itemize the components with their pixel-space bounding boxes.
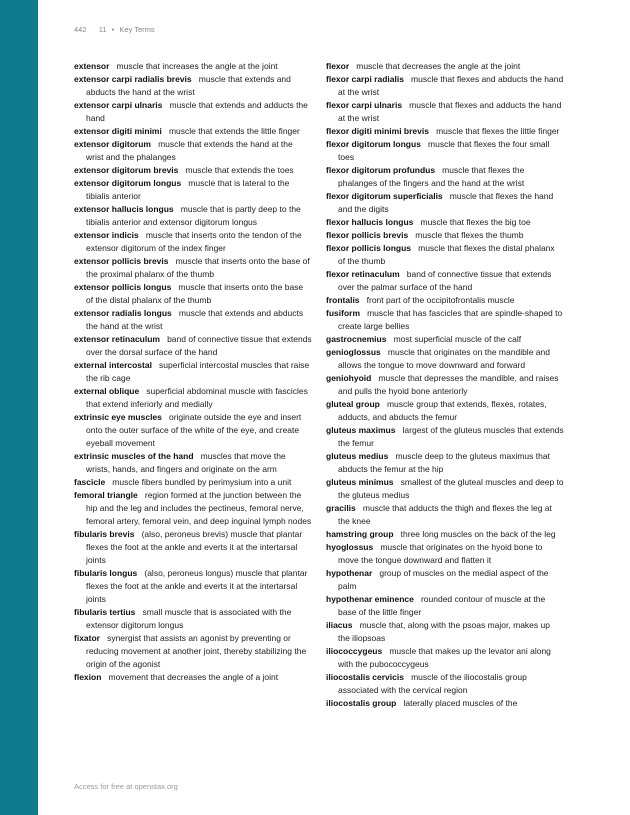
glossary-definition: superficial abdominal muscle with fascicles that extend inferiorly and medially (86, 386, 308, 409)
page-number: 442 (74, 25, 87, 34)
glossary-entry (326, 294, 564, 307)
page-header (74, 25, 155, 34)
glossary-entry (74, 307, 312, 333)
glossary-entry (326, 60, 564, 73)
glossary-term: extensor digitorum (74, 139, 151, 149)
glossary-entry (326, 229, 564, 242)
glossary-term: hypothenar eminence (326, 594, 414, 604)
glossary-entry (326, 424, 564, 450)
glossary-term: gluteus maximus (326, 425, 396, 435)
glossary-entry (74, 489, 312, 528)
glossary-definition: band of connective tissue that extends over the dorsal surface of the hand (86, 334, 312, 357)
glossary-entry (74, 138, 312, 164)
glossary-term: flexor carpi ulnaris (326, 100, 403, 110)
glossary-definition: muscle that extends the little finger (168, 126, 300, 136)
glossary-entry (326, 567, 564, 593)
glossary-term: iliocostalis cervicis (326, 672, 404, 682)
glossary-definition: muscle deep to the gluteus maximus that abducts the femur at the hip (338, 451, 550, 474)
glossary-term: gluteus medius (326, 451, 389, 461)
glossary-definition: small muscle that is associated with the extensor digitorum longus (86, 607, 292, 630)
glossary-term: iliococcygeus (326, 646, 383, 656)
glossary-entry (326, 216, 564, 229)
glossary-definition: muscle that, along with the psoas major, makes up the iliopsoas (338, 620, 550, 643)
glossary-entry (74, 606, 312, 632)
glossary-entry (326, 528, 564, 541)
glossary-entry (74, 229, 312, 255)
glossary-entry (326, 125, 564, 138)
glossary-term: fibularis longus (74, 568, 138, 578)
chapter-number: 11 (98, 25, 107, 34)
glossary-definition: muscle fibers bundled by perimysium into a unit (112, 477, 292, 487)
glossary-entry (326, 190, 564, 216)
glossary-term: extensor (74, 61, 110, 71)
glossary-term: flexor pollicis longus (326, 243, 412, 253)
glossary-term: flexor retinaculum (326, 269, 400, 279)
glossary-term: geniohyoid (326, 373, 372, 383)
glossary-definition: muscle that flexes the big toe (420, 217, 531, 227)
glossary-entry (326, 450, 564, 476)
glossary-entry (326, 164, 564, 190)
glossary-entry (326, 398, 564, 424)
glossary-definition: smallest of the gluteal muscles and deep to the gluteus medius (338, 477, 564, 500)
glossary-term: extensor digitorum brevis (74, 165, 179, 175)
glossary-term: frontalis (326, 295, 360, 305)
glossary-definition: group of muscles on the medial aspect of the palm (338, 568, 549, 591)
glossary-definition: muscle that flexes and adducts the hand at the wrist (338, 100, 562, 123)
glossary-term: gracilis (326, 503, 356, 513)
glossary-term: fixator (74, 633, 100, 643)
glossary-entry (74, 476, 312, 489)
glossary-entry (326, 619, 564, 645)
glossary-definition: muscle that originates on the hyoid bone to move the tongue downward and flatten it (338, 542, 543, 565)
glossary-definition: muscle that flexes the phalanges of the fingers and the hand at the wrist (338, 165, 525, 188)
glossary-definition: largest of the gluteus muscles that extends the femur (338, 425, 564, 448)
glossary-entry (326, 671, 564, 697)
glossary-term: flexor digitorum profundus (326, 165, 436, 175)
glossary-term: hamstring group (326, 529, 394, 539)
glossary-definition: muscle that extends and abducts the hand at the wrist (86, 74, 291, 97)
glossary-entry (74, 528, 312, 567)
glossary-entry (74, 359, 312, 385)
glossary-entry (74, 99, 312, 125)
glossary-entry (326, 697, 564, 710)
glossary-term: extensor pollicis brevis (74, 256, 169, 266)
glossary-entry (74, 60, 312, 73)
glossary-entry (326, 138, 564, 164)
glossary-term: extensor indicis (74, 230, 139, 240)
glossary-entry (74, 632, 312, 671)
glossary-term: hypothenar (326, 568, 373, 578)
glossary-term: external intercostal (74, 360, 152, 370)
glossary-entry (326, 502, 564, 528)
glossary-definition: muscle that flexes the hand and the digits (338, 191, 554, 214)
glossary-entry (326, 476, 564, 502)
header-separator: • (111, 25, 115, 34)
glossary-entry (74, 125, 312, 138)
glossary-term: flexor carpi radialis (326, 74, 404, 84)
glossary-term: flexor digitorum superficialis (326, 191, 443, 201)
chapter-color-bar (0, 0, 38, 815)
glossary-term: flexor digitorum longus (326, 139, 421, 149)
glossary-term: extensor digiti minimi (74, 126, 162, 136)
glossary-term: extrinsic eye muscles (74, 412, 162, 422)
glossary-definition: muscle that makes up the levator ani along with the pubococcygeus (338, 646, 551, 669)
glossary-definition: (also, peroneus longus) muscle that plantar flexes the foot at the ankle and everts it at the intertarsal joints (86, 568, 308, 604)
glossary-entry (74, 450, 312, 476)
glossary-entry (74, 73, 312, 99)
glossary-definition: muscle that depresses the mandible, and raises and pulls the hyoid bone anteriorly (338, 373, 559, 396)
glossary-definition: originate outside the eye and insert onto the outer surface of the white of the eye, and create eyeball movement (86, 412, 302, 448)
glossary-entry (326, 73, 564, 99)
glossary-term: gluteus minimus (326, 477, 394, 487)
glossary-entry (74, 333, 312, 359)
glossary-term: hyoglossus (326, 542, 374, 552)
glossary-term: gluteal group (326, 399, 380, 409)
glossary-definition: muscle that flexes the four small toes (338, 139, 550, 162)
glossary-column-left (74, 60, 312, 684)
glossary-definition: region formed at the junction between the hip and the leg and includes the pectineus, femoral nerve, femoral artery, femoral vein, and deep inguinal lymph nodes (86, 490, 312, 526)
glossary-definition: muscle that extends and adducts the hand (86, 100, 308, 123)
glossary-term: fusiform (326, 308, 360, 318)
glossary-entry (326, 593, 564, 619)
glossary-definition: laterally placed muscles of the (403, 698, 518, 708)
glossary-column-right (326, 60, 564, 710)
glossary-definition: muscle that flexes the distal phalanx of the thumb (338, 243, 555, 266)
glossary-entry (326, 372, 564, 398)
glossary-definition: muscle that adducts the thigh and flexes the leg at the knee (338, 503, 552, 526)
glossary-entry (326, 242, 564, 268)
glossary-entry (326, 333, 564, 346)
glossary-entry (74, 255, 312, 281)
glossary-definition: front part of the occipitofrontalis muscle (366, 295, 515, 305)
glossary-term: fascicle (74, 477, 106, 487)
glossary-definition: superficial intercostal muscles that raise the rib cage (86, 360, 310, 383)
glossary-definition: movement that decreases the angle of a joint (108, 672, 279, 682)
glossary-term: extensor carpi radialis brevis (74, 74, 192, 84)
glossary-definition: muscle group that extends, flexes, rotates, adducts, and abducts the femur (338, 399, 547, 422)
glossary-term: fibularis brevis (74, 529, 135, 539)
glossary-term: flexor digiti minimi brevis (326, 126, 429, 136)
glossary-entry (326, 645, 564, 671)
glossary-term: extensor carpi ulnaris (74, 100, 163, 110)
glossary-term: iliocostalis group (326, 698, 397, 708)
glossary-term: gastrocnemius (326, 334, 387, 344)
glossary-entry (74, 281, 312, 307)
glossary-term: extensor pollicis longus (74, 282, 172, 292)
glossary-definition: synergist that assists an agonist by preventing or reducing movement at another joint, thereby stabilizing the origin of the agonist (86, 633, 307, 669)
glossary-definition: muscle that inserts onto the tendon of the extensor digitorum of the index finger (86, 230, 302, 253)
glossary-term: genioglossus (326, 347, 381, 357)
glossary-entry (74, 411, 312, 450)
glossary-entry (74, 385, 312, 411)
glossary-definition: muscle that decreases the angle at the joint (356, 61, 521, 71)
glossary-definition: (also, peroneus brevis) muscle that plantar flexes the foot at the ankle and everts it at the intertarsal joints (86, 529, 303, 565)
glossary-entry (74, 671, 312, 684)
glossary-definition: muscle that has fascicles that are spindle-shaped to create large bellies (338, 308, 563, 331)
glossary-definition: muscle that increases the angle at the joint (116, 61, 278, 71)
glossary-definition: muscle that inserts onto the base of the distal phalanx of the thumb (86, 282, 304, 305)
glossary-entry (326, 346, 564, 372)
glossary-entry (74, 177, 312, 203)
glossary-term: external oblique (74, 386, 140, 396)
glossary-definition: muscle that flexes and abducts the hand at the wrist (338, 74, 564, 97)
glossary-definition: muscle that extends and abducts the hand at the wrist (86, 308, 304, 331)
glossary-definition: muscle that inserts onto the base of the proximal phalanx of the thumb (86, 256, 310, 279)
glossary-term: flexor (326, 61, 350, 71)
glossary-entry (326, 99, 564, 125)
glossary-definition: three long muscles on the back of the leg (400, 529, 556, 539)
glossary-definition: band of connective tissue that extends over the palmar surface of the hand (338, 269, 552, 292)
glossary-definition: muscle that flexes the thumb (415, 230, 524, 240)
glossary-definition: muscle that is partly deep to the tibialis anterior and extensor digitorum longus (86, 204, 301, 227)
glossary-entry (74, 567, 312, 606)
glossary-term: flexor pollicis brevis (326, 230, 409, 240)
glossary-term: flexor hallucis longus (326, 217, 414, 227)
glossary-term: extensor digitorum longus (74, 178, 182, 188)
glossary-entry (326, 541, 564, 567)
glossary-entry (326, 268, 564, 294)
glossary-term: fibularis tertius (74, 607, 136, 617)
glossary-term: flexion (74, 672, 102, 682)
glossary-term: iliacus (326, 620, 353, 630)
glossary-definition: muscle that extends the hand at the wrist and the phalanges (86, 139, 293, 162)
glossary-entry (326, 307, 564, 333)
glossary-entry (74, 203, 312, 229)
section-title: Key Terms (119, 25, 155, 34)
glossary-term: extrinsic muscles of the hand (74, 451, 194, 461)
glossary-definition: muscle that extends the toes (185, 165, 294, 175)
glossary-definition: muscle that flexes the little finger (436, 126, 560, 136)
glossary-definition: muscle that is lateral to the tibialis anterior (86, 178, 290, 201)
glossary-term: extensor retinaculum (74, 334, 160, 344)
glossary-term: extensor radialis longus (74, 308, 172, 318)
page-footer[interactable]: Access for free at openstax.org (74, 782, 178, 791)
glossary-entry (74, 164, 312, 177)
glossary-definition: muscle of the iliocostalis group associated with the cervical region (338, 672, 527, 695)
glossary-definition: muscles that move the wrists, hands, and fingers and originate on the arm (86, 451, 286, 474)
glossary-definition: rounded contour of muscle at the base of the little finger (338, 594, 546, 617)
glossary-term: extensor hallucis longus (74, 204, 174, 214)
glossary-definition: most superficial muscle of the calf (393, 334, 522, 344)
glossary-definition: muscle that originates on the mandible and allows the tongue to move downward and forward (338, 347, 550, 370)
glossary-term: femoral triangle (74, 490, 138, 500)
